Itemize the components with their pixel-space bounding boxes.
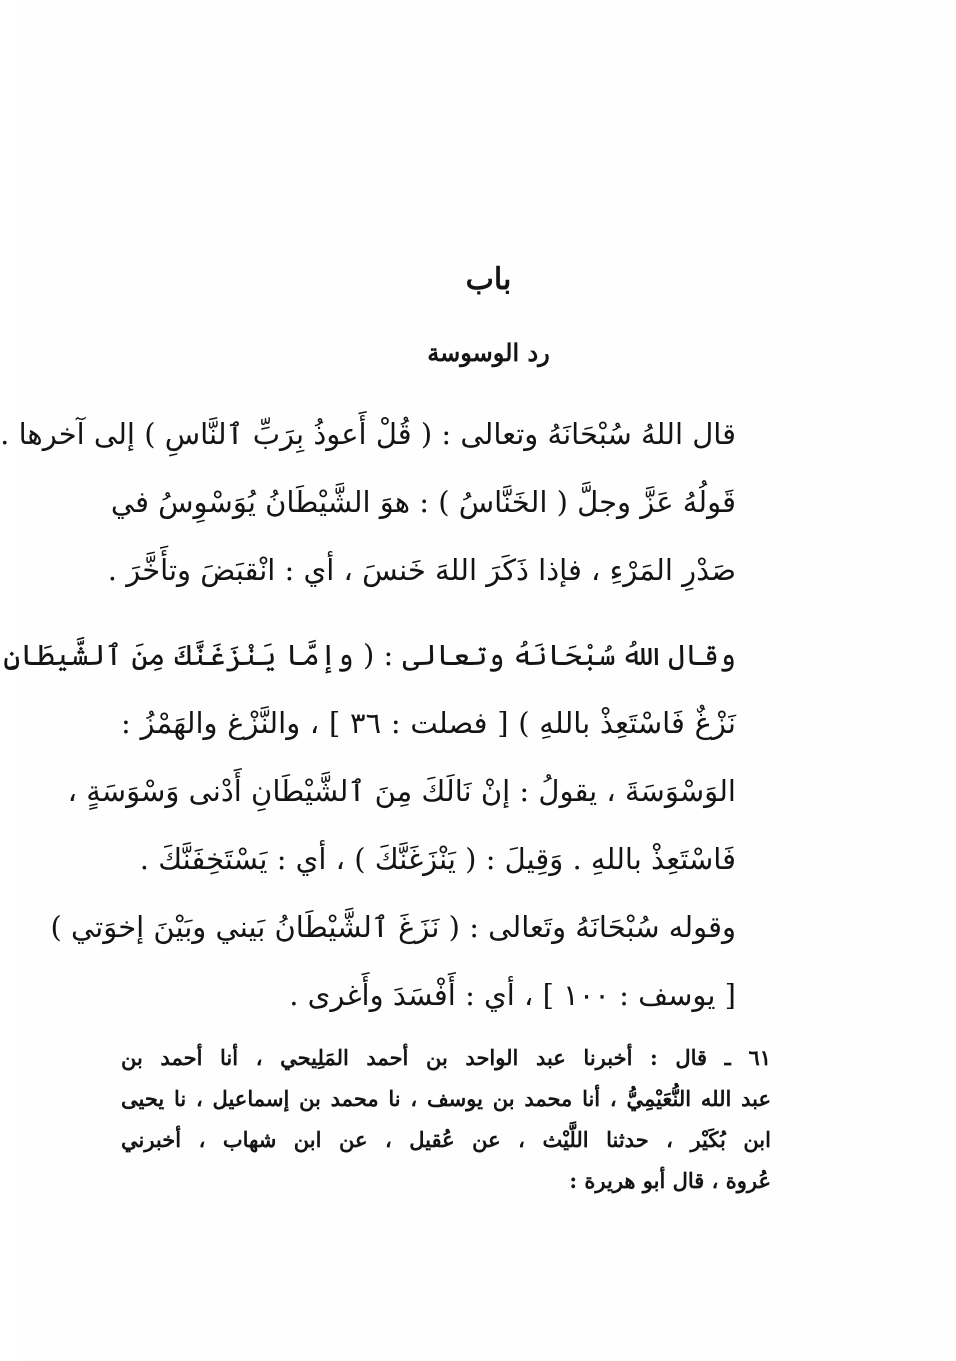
paragraph-line: نَزْغٌ فَاسْتَعِذْ باللهِ ) [ فصلت : ٣٦ ] ، والنَّزْغ والهَمْزُ :	[121, 706, 736, 740]
paragraph-line: صَدْرِ المَرْءِ ، فإذا ذَكَرَ اللهَ خَنسَ ، أي : انْقبَضَ وتأَخَّرَ .	[107, 553, 736, 587]
paragraph-3	[50, 893, 736, 1029]
isnad-line: ٦١ ـ قال : أخبرنا عبد الواحد بن أحمد المَلِيحي ، أنا أحمد بن	[121, 1045, 771, 1070]
isnad-line: عُروة ، قال أبو هريرة :	[569, 1168, 771, 1193]
chapter-title: رد الوسوسة	[427, 338, 550, 367]
chapter-heading: باب	[465, 262, 512, 297]
paragraph-line: [ يوسف : ١٠٠ ] ، أي : أَفْسَدَ وأَغرى .	[289, 978, 736, 1012]
paragraph-line: وقال اللهُ سُبْحَانَهُ وتعالى : ( وإمَّا يَنْزَغَنَّكَ مِنَ ٱلشَّيطَانِ	[3, 638, 736, 672]
paragraph-line: قَولُهُ عَزَّ وجلَّ ( الخَنَّاسُ ) : هوَ الشَّيْطَانُ يُوَسْوِسُ في	[110, 485, 736, 519]
paragraph-line: فَاسْتَعِذْ باللهِ . وَقِيلَ : ( يَنْزَغَنَّكَ ) ، أي : يَسْتَخِفَنَّكَ .	[139, 842, 736, 876]
paragraph-2	[3, 621, 736, 893]
paragraph-1	[0, 400, 736, 604]
isnad-line: ابن بُكَيْر ، حدثنا اللَّيْث ، عن عُقيل ، عن ابن شهاب ، أخبرني	[121, 1127, 771, 1152]
paragraph-line: الوَسْوَسَةَ ، يقولُ : إنْ نَالَكَ مِنَ ٱلشَّيْطَانِ أَدْنى وَسْوَسَةٍ ،	[67, 774, 736, 808]
isnad-line: عبد الله النُّعَيْمِيُّ ، أنا محمد بن يوسف ، نا محمد بن إسماعيل ، نا يحيى	[121, 1086, 771, 1111]
hadith-isnad	[121, 1037, 771, 1201]
paragraph-line: وقوله سُبْحَانَهُ وتَعالى : ( نَزَغَ ٱلشَّيْطَانُ بَيني وبَيْنَ إخوَتي )	[50, 910, 736, 944]
paragraph-line: قال اللهُ سُبْحَانَهُ وتعالى : ( قُلْ أَعوذُ بِرَبِّ ٱلنَّاسِ ) إلى آخرها .	[0, 417, 736, 451]
